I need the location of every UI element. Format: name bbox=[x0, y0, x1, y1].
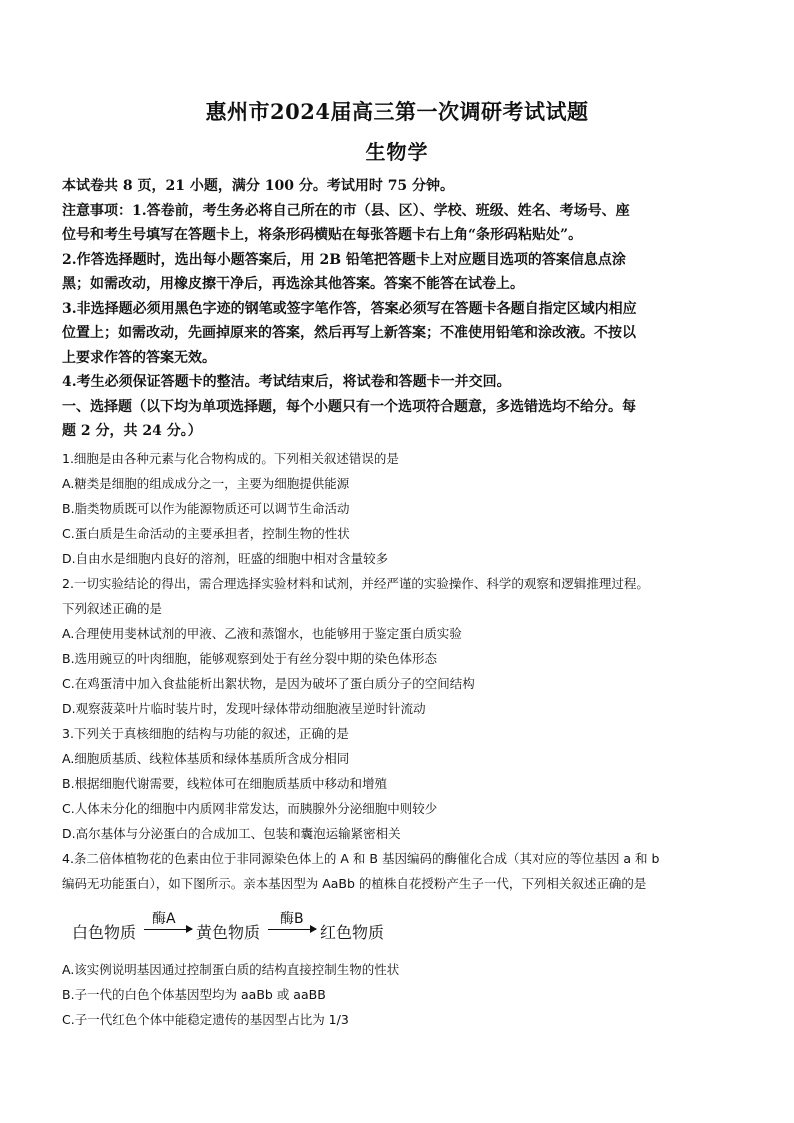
option-line: C.子一代红色个体中能稳定遗传的基因型占比为 1/3 bbox=[62, 1012, 349, 1027]
arrow-right-icon bbox=[144, 929, 192, 930]
section-heading: 题 2 分，共 24 分。） bbox=[62, 423, 202, 439]
option-line: A.糖类是细胞的组成成分之一，主要为细胞提供能源 bbox=[62, 476, 350, 491]
question-2: 2.一切实验结论的得出，需合理选择实验材料和试剂，并经严谨的实验操作、科学的观察和逻辑推理过程。 bbox=[62, 576, 649, 591]
intro-line: 位号和考生号填写在答题卡上，将条形码横贴在每张答题卡右上角“条形码粘贴处”。 bbox=[62, 227, 583, 243]
intro-line: 黑；如需改动，用橡皮擦干净后，再选涂其他答案。答案不能答在试卷上。 bbox=[62, 276, 524, 292]
intro-line: 2.作答选择题时，选出每小题答案后，用 2B 铅笔把答题卡上对应题目选项的答案信息点涂 bbox=[62, 252, 626, 268]
option-line: A.合理使用斐林试剂的甲液、乙液和蒸馏水，也能够用于鉴定蛋白质实验 bbox=[62, 626, 462, 641]
option-line: C.蛋白质是生命活动的主要承担者，控制生物的性状 bbox=[62, 526, 350, 541]
exam-title: 惠州市2024届高三第一次调研考试试题 bbox=[205, 99, 589, 124]
option-line: B.选用豌豆的叶肉细胞，能够观察到处于有丝分裂中期的染色体形态 bbox=[62, 651, 438, 666]
white-substance-label: 白色物质 bbox=[72, 923, 137, 942]
option-line: B.子一代的白色个体基因型均为 aaBb 或 aaBB bbox=[62, 987, 326, 1002]
option-line: D.观察菠菜叶片临时装片时，发现叶绿体带动细胞液呈逆时针流动 bbox=[62, 701, 426, 716]
question-2-cont: 下列叙述正确的是 bbox=[62, 601, 163, 616]
option-line: D.自由水是细胞内良好的溶剂，旺盛的细胞中相对含量较多 bbox=[62, 551, 389, 566]
arrow-right-icon bbox=[268, 929, 316, 930]
intro-line: 位置上；如需改动，先画掉原来的答案，然后再写上新答案；不准使用铅笔和涂改液。不按以 bbox=[62, 325, 636, 341]
option-line: C.在鸡蛋清中加入食盐能析出絮状物，是因为破坏了蛋白质分子的空间结构 bbox=[62, 676, 475, 691]
section-heading: 一、选择题（以下均为单项选择题，每个小题只有一个选项符合题意，多选错选均不给分。每 bbox=[62, 399, 636, 415]
option-line: A.细胞质基质、线粒体基质和绿体基质所含成分相同 bbox=[62, 751, 350, 766]
enzyme-a-label: 酶A bbox=[152, 911, 176, 927]
intro-line: 3.非选择题必须用黑色字迹的钢笔或签字笔作答，答案必须写在答题卡各题自指定区域内相应 bbox=[62, 301, 637, 317]
question-4-cont: 编码无功能蛋白），如下图所示。亲本基因型为 AaBb 的植株自花授粉产生子一代，下列相关叙述正确的是 bbox=[62, 876, 647, 891]
subject-title: 生物学 bbox=[365, 140, 429, 164]
question-3: 3.下列关于真核细胞的结构与功能的叙述，正确的是 bbox=[62, 726, 349, 741]
red-substance-label: 红色物质 bbox=[320, 923, 385, 942]
question-1: 1.细胞是由各种元素与化合物构成的。下列相关叙述错误的是 bbox=[62, 451, 399, 466]
pathway-diagram bbox=[72, 908, 472, 948]
intro-line: 4.考生必须保证答题卡的整洁。考试结束后，将试卷和答题卡一并交回。 bbox=[62, 374, 511, 390]
intro-line: 本试卷共 8 页，21 小题，满分 100 分。考试用时 75 分钟。 bbox=[62, 178, 455, 194]
option-line: C.人体未分化的细胞中内质网非常发达，而胰腺外分泌细胞中则较少 bbox=[62, 801, 438, 816]
option-line: B.脂类物质既可以作为能源物质还可以调节生命活动 bbox=[62, 501, 350, 516]
option-line: B.根据细胞代谢需要，线粒体可在细胞质基质中移动和增殖 bbox=[62, 776, 388, 791]
option-line: D.高尔基体与分泌蛋白的合成加工、包装和囊泡运输紧密相关 bbox=[62, 826, 401, 841]
yellow-substance-label: 黄色物质 bbox=[196, 923, 261, 942]
question-4: 4.条二倍体植物花的色素由位于非同源染色体上的 A 和 B 基因编码的酶催化合成（其对应的等位基因 a 和 b bbox=[62, 851, 660, 866]
enzyme-b-label: 酶B bbox=[280, 911, 304, 927]
intro-line: 上要求作答的答案无效。 bbox=[62, 350, 216, 366]
intro-line: 注意事项：1.答卷前，考生务必将自己所在的市（县、区）、学校、班级、姓名、考场号、座 bbox=[62, 203, 630, 219]
option-line: A.该实例说明基因通过控制蛋白质的结构直接控制生物的性状 bbox=[62, 962, 400, 977]
